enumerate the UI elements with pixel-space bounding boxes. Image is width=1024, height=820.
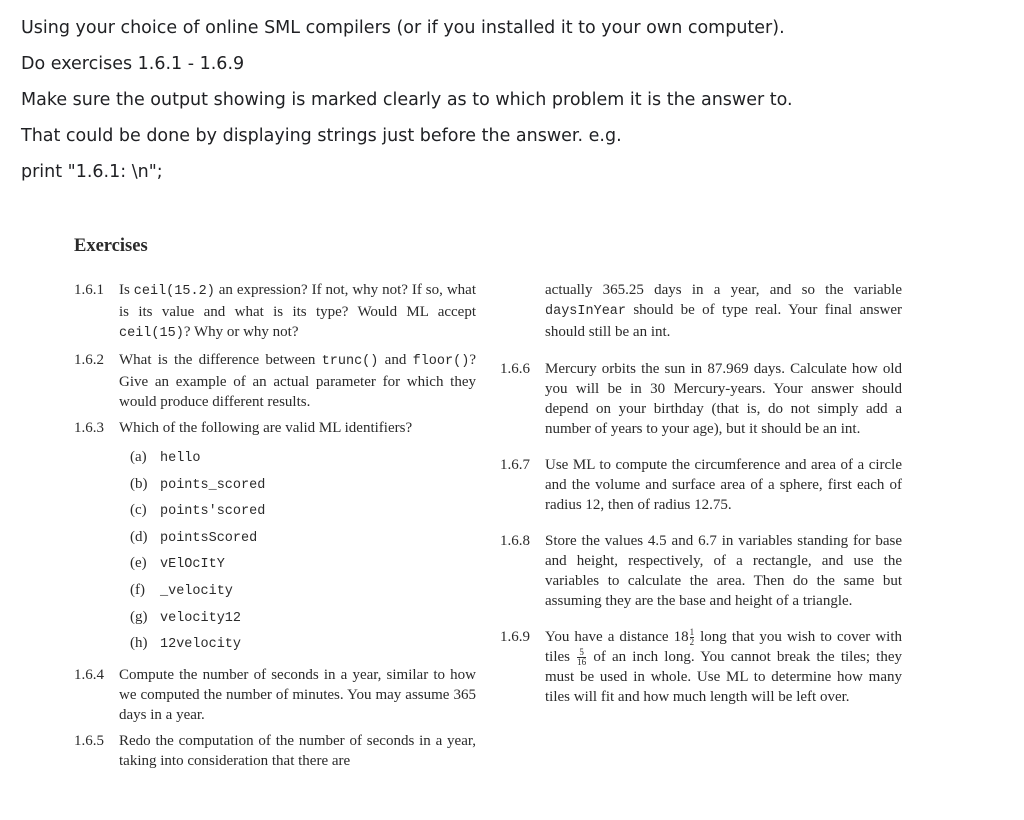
list-item: (g) velocity12 bbox=[130, 608, 242, 626]
list-item: (a) hello bbox=[130, 449, 201, 466]
exercise-1-6-5: 1.6.5 Redo the computation of the number of seconds in a year, taking into consideration that there are bbox=[74, 732, 476, 769]
exercise-1-6-9: 1.6.9 You have a distance 18 $\frac{1}{2}$ long that you wish to cover with tiles $\frac{5}{16}$ of an inch long. You cannot break the tiles; they must be used in whole. Use ML to determine how many tiles will fit and how much length will be left over. bbox=[500, 627, 902, 706]
instruction-line: Using your choice of online SML compilers (or if you installed it to your own computer). bbox=[21, 18, 785, 38]
assignment-instructions bbox=[21, 10, 1001, 190]
instruction-line: Make sure the output showing is marked clearly as to which problem it is the answer to. bbox=[21, 90, 793, 110]
list-item: (e) vElOcItY bbox=[130, 555, 225, 573]
exercise-1-6-1: 1.6.1 Is ceil(15.2) an expression? If not, why not? If so, what is its value and what is its type? Would ML accept ceil(15)? Why or why not? bbox=[74, 282, 476, 341]
fraction-five-sixteenths: $\frac{5}{16}$ bbox=[577, 647, 587, 668]
list-item: (h) 12velocity bbox=[130, 635, 242, 653]
exercise-1-6-6: 1.6.6 Mercury orbits the sun in 87.969 days. Calculate how old you will be in 30 Mercury-years. Your answer should depend on your birthday (that is, do not simply add a number of years to your age), but it should be an int. bbox=[500, 361, 902, 437]
exercise-number: 1.6.2 bbox=[74, 352, 104, 368]
exercises-heading: Exercises bbox=[74, 236, 148, 256]
instruction-line: That could be done by displaying strings just before the answer. e.g. bbox=[21, 126, 622, 146]
exercise-1-6-3: 1.6.3 Which of the following are valid ML identifiers? bbox=[74, 420, 413, 436]
exercise-number: 1.6.8 bbox=[500, 533, 530, 549]
exercise-1-6-5-continued: actually 365.25 days in a year, and so the variable daysInYear should be of type real. Your final answer should still be an int. bbox=[545, 282, 902, 340]
exercises-left-column bbox=[74, 280, 476, 777]
exercise-number: 1.6.7 bbox=[500, 457, 530, 473]
exercise-number: 1.6.1 bbox=[74, 282, 104, 298]
exercises-right-column bbox=[500, 280, 902, 713]
exercise-1-6-2: 1.6.2 What is the difference between trunc() and floor()? Give an example of an actual parameter for which they would produce different results. bbox=[74, 352, 476, 410]
list-item: (c) points'scored bbox=[130, 502, 266, 520]
list-item: (b) points_scored bbox=[130, 475, 266, 493]
instruction-line: print "1.6.1: \n"; bbox=[21, 162, 163, 182]
exercise-1-6-4: 1.6.4 Compute the number of seconds in a year, similar to how we computed the number of minutes. You may assume 365 days in a year. bbox=[74, 666, 476, 723]
exercise-1-6-8: 1.6.8 Store the values 4.5 and 6.7 in variables standing for base and height, respectively, of a rectangle, and use the variables to calculate the area. Then do the same but assuming they are the base and height of a triangle. bbox=[500, 533, 902, 609]
exercise-number: 1.6.5 bbox=[74, 732, 104, 749]
textbook-exercises-image bbox=[60, 228, 920, 808]
exercise-number: 1.6.6 bbox=[500, 361, 530, 377]
exercise-number: 1.6.3 bbox=[74, 420, 104, 436]
list-item: (d) pointsScored bbox=[130, 528, 258, 546]
identifier-options-list bbox=[130, 444, 476, 657]
exercise-number: 1.6.9 bbox=[500, 629, 530, 645]
list-item: (f) _velocity bbox=[130, 581, 233, 599]
exercise-1-6-7: 1.6.7 Use ML to compute the circumference and area of a circle and the volume and surface area of a sphere, first each of radius 12, then of radius 12.75. bbox=[500, 457, 902, 513]
instruction-line: Do exercises 1.6.1 - 1.6.9 bbox=[21, 54, 245, 74]
exercise-number: 1.6.4 bbox=[74, 666, 104, 683]
fraction-one-half: $\frac{1}{2}$ bbox=[689, 627, 695, 648]
